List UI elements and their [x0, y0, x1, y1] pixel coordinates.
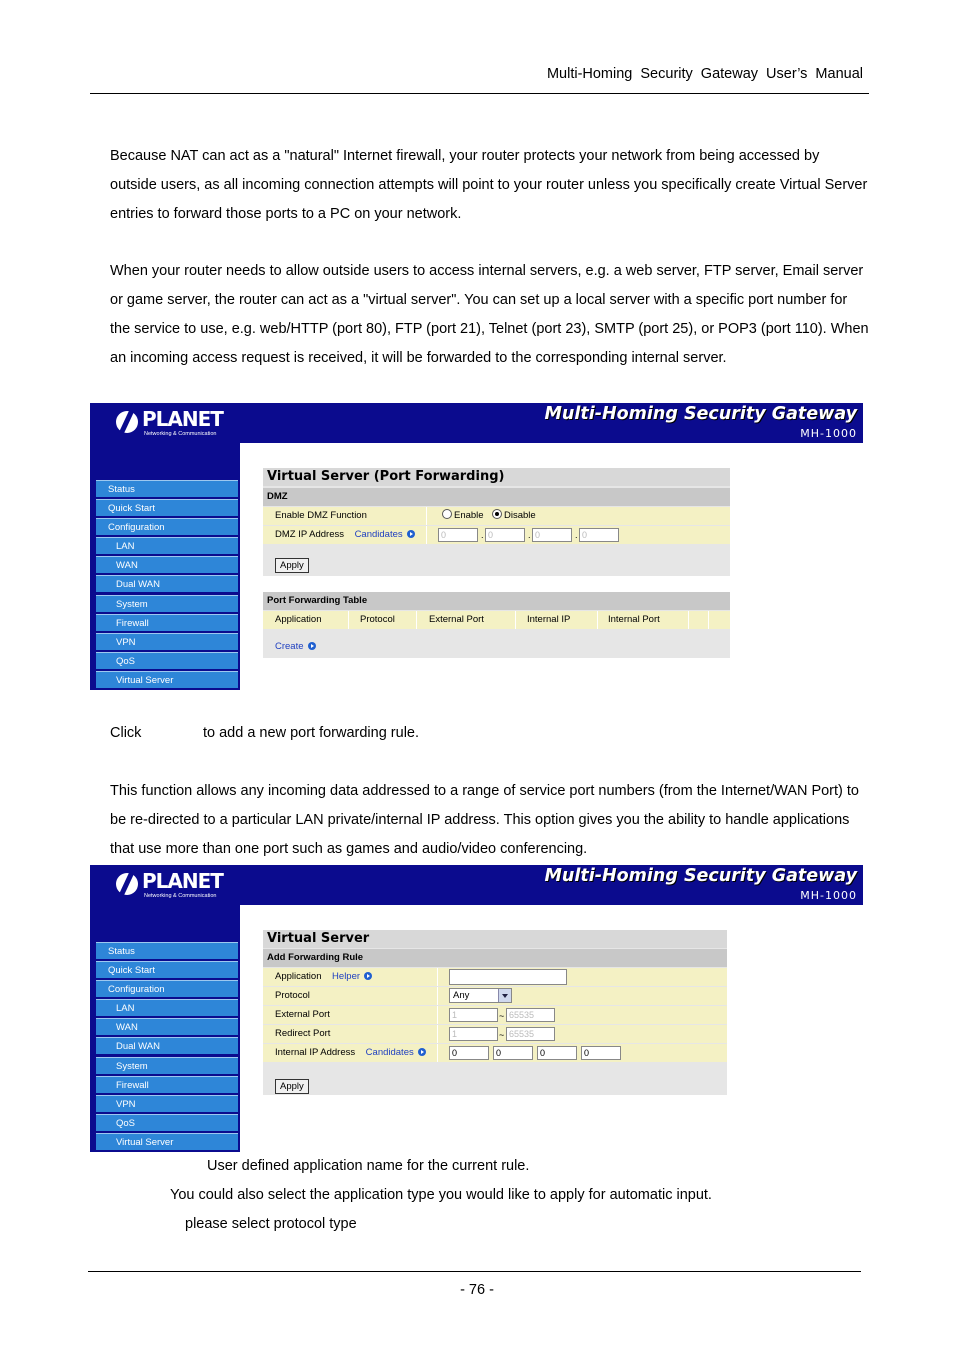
footer-rule: [88, 1271, 861, 1272]
menu-item-dual-wan[interactable]: Dual WAN: [96, 575, 238, 592]
dmz-ip-row: DMZ IP Address Candidates 0 . 0 . 0 . 0: [263, 526, 730, 544]
click-suffix: to add a new port forwarding rule.: [203, 725, 420, 741]
menu-item-lan[interactable]: LAN: [96, 537, 238, 554]
dmz-disable-radio[interactable]: Disable: [492, 507, 536, 525]
planet-logo-icon: [116, 873, 138, 895]
redirect-port-to[interactable]: 65535: [506, 1027, 555, 1041]
dmz-ip-octet-4[interactable]: 0: [579, 528, 619, 542]
header-rule: [90, 93, 869, 94]
redirect-port-row: Redirect Port 1 ~ 65535: [263, 1025, 727, 1043]
external-port-to[interactable]: 65535: [506, 1008, 555, 1022]
menu-item-dual-wan[interactable]: Dual WAN: [96, 1037, 238, 1054]
add-rule-form: [263, 930, 727, 1095]
chevron-down-icon: [498, 989, 511, 1002]
redirect-port-from[interactable]: 1: [449, 1027, 498, 1041]
protocol-row: Protocol Any: [263, 987, 727, 1005]
candidates-link[interactable]: Candidates: [354, 529, 403, 540]
planet-logo-icon: [116, 411, 138, 433]
page-number: - 76 -: [460, 1282, 494, 1298]
planet-logo: PLANET Networking & Communication: [116, 409, 226, 439]
col-internal-ip: Internal IP: [527, 614, 571, 625]
model-name: MH-1000: [800, 427, 857, 440]
page-title: Virtual Server: [263, 930, 727, 948]
application-row: Application Helper: [263, 968, 727, 986]
port-forwarding-table: [263, 592, 730, 658]
enable-dmz-row: Enable DMZ Function Enable Disable: [263, 507, 730, 525]
menu-item-virtual-server[interactable]: Virtual Server: [96, 671, 238, 688]
manual-title: Multi-Homing Security Gateway User’s Manual: [546, 66, 863, 82]
menu-item-virtual-server[interactable]: Virtual Server: [96, 1133, 238, 1150]
screenshot-port-forwarding: [90, 403, 863, 690]
internal-ip-octet-4[interactable]: 0: [581, 1046, 621, 1060]
add-rule-section-header: Add Forwarding Rule: [263, 949, 727, 967]
protocol-select[interactable]: Any: [449, 988, 512, 1003]
col-external-port: External Port: [429, 614, 484, 625]
menu-item-status[interactable]: Status: [96, 480, 238, 497]
brand-title: Multi-Homing Security Gateway: [544, 404, 857, 424]
arrow-right-icon: [407, 530, 415, 538]
click-prefix: Click: [110, 725, 142, 741]
dmz-ip-octet-1[interactable]: 0: [438, 528, 478, 542]
pft-header-row: [263, 611, 730, 629]
banner: [90, 403, 863, 443]
dmz-form: [263, 468, 730, 576]
internal-ip-row: Internal IP Address Candidates 0 0 0 0: [263, 1044, 727, 1062]
menu-item-quick-start[interactable]: Quick Start: [96, 499, 238, 516]
menu-item-wan[interactable]: WAN: [96, 1018, 238, 1035]
dmz-ip-octet-2[interactable]: 0: [485, 528, 525, 542]
screenshot-add-forwarding-rule: [90, 865, 863, 1152]
banner: [90, 865, 863, 905]
internal-ip-octet-1[interactable]: 0: [449, 1046, 489, 1060]
internal-ip-octet-3[interactable]: 0: [537, 1046, 577, 1060]
pft-section-header: Port Forwarding Table: [263, 592, 730, 610]
menu-item-qos[interactable]: QoS: [96, 652, 238, 669]
external-port-from[interactable]: 1: [449, 1008, 498, 1022]
dmz-ip-octet-3[interactable]: 0: [532, 528, 572, 542]
brand-title: Multi-Homing Security Gateway: [544, 866, 857, 886]
description-protocol: please select protocol type: [185, 1216, 357, 1232]
menu-item-system[interactable]: System: [96, 595, 238, 612]
menu-item-configuration[interactable]: Configuration: [96, 518, 238, 535]
planet-logo: PLANET Networking & Communication: [116, 871, 226, 901]
col-internal-port: Internal Port: [608, 614, 660, 625]
menu-item-configuration[interactable]: Configuration: [96, 980, 238, 997]
col-protocol: Protocol: [360, 614, 395, 625]
dmz-section-header: DMZ: [263, 488, 730, 506]
menu-item-qos[interactable]: QoS: [96, 1114, 238, 1131]
paragraph-virtual-server: When your router needs to allow outside users to access internal servers, e.g. a web server, FTP server, Email server or game server, the router can act as a "virtual server". You can set up a local server with a specific port number for the service to use, e.g. web/HTTP (port 80), FTP (port 21), Telnet (port 23), SMTP (port 25), or POP3 (port 110). When an incoming access request is received, it will be forwarded to the corresponding internal server.: [110, 263, 869, 366]
menu-item-status[interactable]: Status: [96, 942, 238, 959]
menu-item-quick-start[interactable]: Quick Start: [96, 961, 238, 978]
menu-item-lan[interactable]: LAN: [96, 999, 238, 1016]
menu-item-vpn[interactable]: VPN: [96, 1095, 238, 1112]
page-title: Virtual Server (Port Forwarding): [263, 468, 730, 486]
internal-ip-octet-2[interactable]: 0: [493, 1046, 533, 1060]
rule-apply-button[interactable]: Apply: [275, 1079, 309, 1094]
application-input[interactable]: [449, 969, 567, 985]
paragraph-port-range: This function allows any incoming data addressed to a range of service port numbers (from the Internet/WAN Port) to be re-directed to a particular LAN private/internal IP address. This option gives you the ability to handle applications that use more than one port such as games and audio/video conferencing.: [110, 783, 859, 857]
external-port-row: External Port 1 ~ 65535: [263, 1006, 727, 1024]
helper-link[interactable]: Helper: [332, 971, 361, 982]
menu-item-firewall[interactable]: Firewall: [96, 614, 238, 631]
menu-item-vpn[interactable]: VPN: [96, 633, 238, 650]
col-application: Application: [275, 614, 322, 625]
candidates-link[interactable]: Candidates: [365, 1047, 414, 1058]
dmz-enable-radio[interactable]: Enable: [442, 507, 484, 525]
arrow-right-icon: [364, 972, 372, 980]
dmz-apply-button[interactable]: Apply: [275, 558, 309, 573]
menu-item-wan[interactable]: WAN: [96, 556, 238, 573]
arrow-right-icon: [308, 642, 316, 650]
description-application: User defined application name for the current rule.: [207, 1158, 530, 1174]
description-helper: You could also select the application type you would like to apply for automatic input.: [170, 1187, 712, 1203]
paragraph-nat: Because NAT can act as a "natural" Internet firewall, your router protects your network from being accessed by outside users, as all incoming connection attempts will point to your router unless you specifically create Virtual Server entries to forward those ports to a PC on your network.: [110, 148, 868, 222]
menu-item-system[interactable]: System: [96, 1057, 238, 1074]
create-link[interactable]: Create: [275, 641, 316, 652]
menu-item-firewall[interactable]: Firewall: [96, 1076, 238, 1093]
model-name: MH-1000: [800, 889, 857, 902]
arrow-right-icon: [418, 1048, 426, 1056]
